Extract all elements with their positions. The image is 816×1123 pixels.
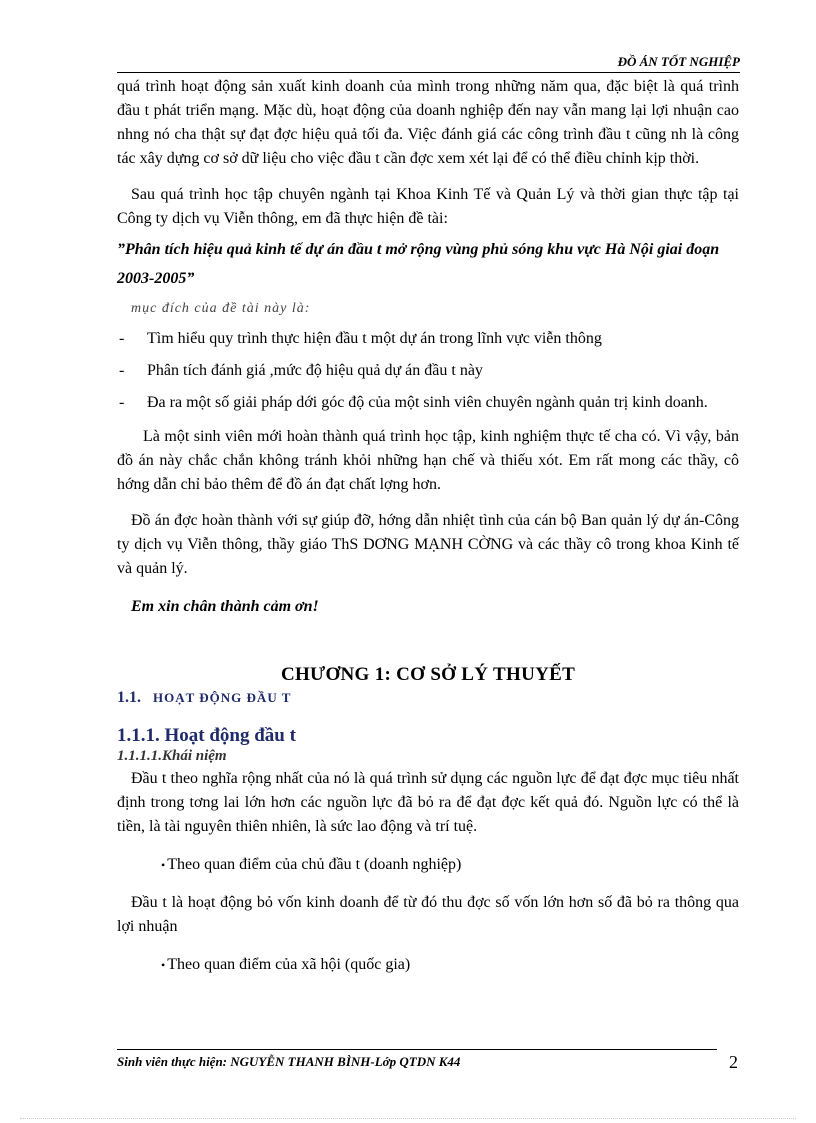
viewpoint-item-society	[117, 953, 739, 977]
intro-paragraph-2: Sau quá trình học tập chuyên ngành tại Khoa Kinh Tế và Quản Lý và thời gian thực tập tại Công ty dịch vụ Viễn thông, em đã thực hiện đề tài:	[117, 186, 739, 227]
section-number: 1.1.	[117, 689, 141, 706]
definition-paragraph: Đầu t theo nghĩa rộng nhất của nó là quá trình sử dụng các nguồn lực để đạt đợc mục tiêu nhất định trong tơng lai lớn hơn các nguồn lực đã bỏ ra để đạt đợc kết quả đó. Nguồn lực có thể là tiền, là tài nguyên thiên nhiên, là sức lao động và trí tuệ.	[117, 770, 739, 835]
topic-title: ”Phân tích hiệu quả kinh tế dự án đầu t mở rộng vùng phủ sóng khu vực Hà Nội giai đoạn 2003-2005”	[117, 241, 720, 287]
dash-bullet: -	[119, 362, 125, 379]
acknowledgement-text-b: và các thầy cô trong khoa Kinh tế và quản lý.	[117, 536, 740, 577]
enterprise-paragraph: Đầu t là hoạt động bỏ vốn kinh doanh để từ đó thu đợc số vốn lớn hơn số đã bỏ ra thông qua lợi nhuận	[117, 894, 739, 935]
list-item-text: Đa ra một số giải pháp dới góc độ của một sinh viên chuyên ngành quản trị kinh doanh.	[147, 394, 708, 411]
list-item	[117, 391, 739, 415]
dot-bullet: •	[161, 858, 166, 872]
list-item-text: Phân tích đánh giá ,mức độ hiệu quả dự án đầu t này	[147, 362, 483, 379]
list-item	[117, 359, 739, 383]
intro-paragraph-1: quá trình hoạt động sản xuất kinh doanh của mình trong những năm qua, đặc biệt là quá trình đầu t phát triển mạng. Mặc dù, hoạt động của doanh nghiệp đến nay vẫn mang lại lợi nhuận cao nhng nó cha thật sự đạt đợc hiệu quả tối đa. Việc đánh giá các công trình đầu t cũng nh là công tác xây dựng cơ sở dữ liệu cho việc đầu t cần đợc xem xét lại để có thể điều chỉnh kịp thời.	[117, 78, 739, 167]
acknowledgement-paragraph	[117, 509, 739, 581]
section-title: HOẠT ĐỘNG ĐẦU T	[153, 690, 292, 705]
chapter-title: CHƯƠNG 1: CƠ SỞ LÝ THUYẾT	[280, 664, 576, 685]
dash-bullet: -	[119, 394, 125, 411]
list-item	[117, 327, 739, 351]
dot-bullet: •	[161, 958, 166, 972]
footer-author: Sinh viên thực hiện: NGUYỄN THANH BÌNH-Lớp QTDN K44	[117, 1054, 461, 1069]
page-number: 2	[729, 1052, 738, 1072]
intro-paragraph-3: Là một sinh viên mới hoàn thành quá trình học tập, kinh nghiệm thực tế cha có. Vì vậy, bản đồ án này chắc chắn không tránh khỏi những hạn chế và thiếu xót. Em rất mong các thầy, cô hớng dẫn chỉ bảo thêm để đồ án đạt chất lợng hơn.	[117, 428, 739, 493]
purpose-label: mục đích của đề tài này là:	[131, 301, 311, 316]
header-rule	[117, 72, 740, 73]
section-heading-2: 1.1.1. Hoạt động đầu t	[117, 725, 296, 746]
advisor-name: DƠNG MẠNH CỜNG	[363, 536, 514, 553]
section-heading-3: 1.1.1.1.Khái niệm	[117, 748, 227, 764]
page-bottom-border	[20, 1118, 796, 1119]
section-heading-1	[117, 687, 739, 709]
viewpoint-text: Theo quan điểm của xã hội (quốc gia)	[167, 956, 411, 973]
acknowledgement-text-a: Đồ án đợc hoàn thành với sự giúp đỡ, hớng dẫn nhiệt tình của cán bộ Ban quản lý dự án-Công ty dịch vụ Viễn thông, thầy giáo ThS	[117, 512, 739, 553]
list-item-text: Tìm hiểu quy trình thực hiện đầu t một dự án trong lĩnh vực viễn thông	[147, 330, 602, 347]
header-title: ĐỒ ÁN TỐT NGHIỆP	[617, 54, 740, 69]
dash-bullet: -	[119, 330, 125, 347]
viewpoint-item-enterprise	[117, 853, 739, 877]
thanks-line: Em xin chân thành cảm ơn!	[131, 598, 319, 615]
viewpoint-text: Theo quan điểm của chủ đầu t (doanh nghiệp)	[167, 856, 462, 873]
footer-rule	[117, 1049, 717, 1050]
purpose-list	[117, 327, 739, 415]
document-body	[117, 75, 739, 977]
